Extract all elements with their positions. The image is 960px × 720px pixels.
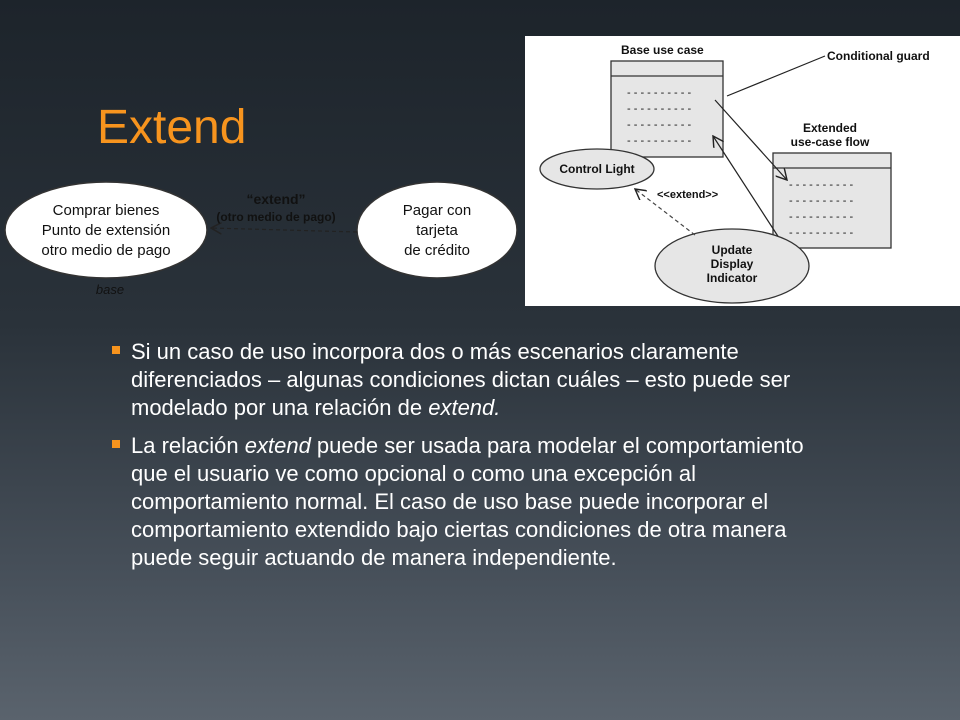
- extend-reference-figure: [525, 36, 960, 306]
- left-extend-diagram: [0, 180, 525, 300]
- base-use-case-line-2: Punto de extensión: [41, 222, 171, 239]
- extended-flow-dashes-4: - - - - - - - - - -: [789, 227, 854, 239]
- extend-stereotype-label: “extend”: [246, 191, 306, 207]
- conditional-guard-leader: [727, 56, 825, 96]
- bullet-1-text: Si un caso de uso incorpora dos o más escenarios claramente diferenciados – algunas condiciones dictan cuáles – esto puede ser modelado por una relación de: [131, 339, 791, 420]
- extension-use-case-line-3: de crédito: [404, 242, 470, 259]
- control-light-label: Control Light: [559, 162, 635, 176]
- extend-dependency-arrow: [211, 228, 357, 232]
- bullet-item: [110, 338, 830, 422]
- bullet-2-text: puede ser usada para modelar el comportamiento que el usuario ve como opcional o como una excepción al comportamiento normal. El caso de uso base puede incorporar el comportamiento extendido bajo ciertas condiciones de otra manera puede seguir actuando de manera independiente.: [131, 433, 804, 570]
- base-flow-dashes-3: - - - - - - - - - -: [627, 119, 692, 131]
- conditional-guard-label: Conditional guard: [827, 49, 930, 63]
- bullet-2-prefix: La relación: [131, 433, 245, 458]
- extend-reference-svg: [525, 36, 960, 306]
- extended-flow-title-1: Extended: [802, 121, 858, 135]
- extension-use-case-line-2: tarjeta: [416, 222, 458, 239]
- square-bullet-icon: [112, 346, 120, 354]
- bullet-item: [110, 432, 830, 572]
- extended-flow-title-2: use-case flow: [790, 135, 870, 149]
- bullet-list: [110, 338, 830, 582]
- slide-title: Extend: [97, 101, 247, 154]
- extend-condition-label: (otro medio de pago): [216, 210, 336, 224]
- bullet-2-emphasis: extend: [244, 433, 311, 458]
- base-use-case-line-1: Comprar bienes: [52, 202, 160, 219]
- extended-flow-dashes-3: - - - - - - - - - -: [789, 211, 854, 223]
- extension-use-case-line-1: Pagar con: [402, 202, 472, 219]
- flow-arrow-down: [715, 100, 787, 180]
- base-flow-dashes-1: - - - - - - - - - -: [627, 87, 692, 99]
- bullet-1-emphasis: extend.: [428, 395, 501, 420]
- base-flow-dashes-4: - - - - - - - - - -: [627, 135, 692, 147]
- extend-stereotype-right: <<extend>>: [657, 189, 719, 201]
- base-use-case-line-3: otro medio de pago: [41, 242, 171, 259]
- base-label: base: [95, 282, 125, 297]
- extended-flow-dashes-2: - - - - - - - - - -: [789, 195, 854, 207]
- update-display-line-2: Display: [710, 257, 754, 271]
- extended-flow-dashes-1: - - - - - - - - - -: [789, 179, 854, 191]
- base-use-case-title: Base use case: [621, 43, 704, 57]
- update-display-line-3: Indicator: [706, 271, 758, 285]
- update-display-line-1: Update: [711, 243, 753, 257]
- base-flow-dashes-2: - - - - - - - - - -: [627, 103, 692, 115]
- square-bullet-icon: [112, 440, 120, 448]
